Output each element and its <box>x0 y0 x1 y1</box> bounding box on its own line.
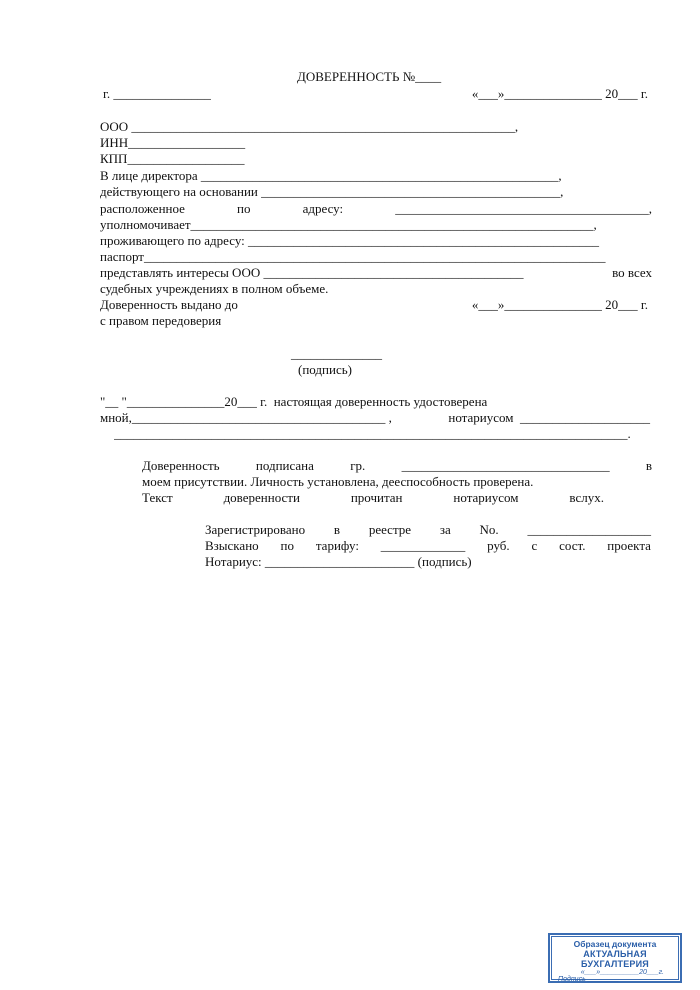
redelegation-line: с правом передоверия <box>100 313 222 328</box>
document-title: ДОВЕРЕННОСТЬ №____ <box>297 69 442 84</box>
read-word: Текст <box>142 490 173 505</box>
org-name-line: ООО ___________________________________________________________, <box>100 119 519 134</box>
tariff-word: сост. <box>559 538 586 553</box>
notary-title-line: нотариусом ____________________ <box>448 410 650 425</box>
signed-word: ________________________________ <box>401 458 610 473</box>
address-word: по <box>237 201 251 216</box>
registered-word: ___________________ <box>527 522 651 537</box>
address-word: адресу: <box>302 201 344 216</box>
basis-line: действующего на основании ______________________________________________, <box>100 184 564 199</box>
tariff-word: тарифу: <box>315 538 359 553</box>
stamp-line-2: АКТУАЛЬНАЯ БУХГАЛТЕРИЯ <box>581 949 649 969</box>
authorizes-line: уполномочивает______________________________________________________________, <box>100 217 597 232</box>
courts-line: судебных учреждениях в полном объеме. <box>100 281 329 296</box>
signature-label: (подпись) <box>298 362 352 377</box>
signature-line: ______________ <box>291 346 382 361</box>
notary-extra-line: _______________________________________________________________________________. <box>114 426 631 441</box>
address-line <box>100 201 652 217</box>
presence-line: моем присутствии. Личность установлена, дееспособность проверена. <box>142 474 534 489</box>
registered-word: реестре <box>368 522 412 537</box>
signed-by-line <box>142 458 652 474</box>
registered-word: в <box>333 522 341 537</box>
read-word: вслух. <box>569 490 604 505</box>
signed-word: в <box>645 458 652 473</box>
registered-word: за <box>439 522 451 537</box>
read-word: прочитан <box>350 490 403 505</box>
director-line: В лице директора _______________________________________________________, <box>100 168 562 183</box>
represent-text: представлять интересы ООО ________________________________________ <box>100 265 524 280</box>
read-word: доверенности <box>223 490 300 505</box>
tariff-word: _____________ <box>380 538 466 553</box>
tariff-word: проекта <box>607 538 651 553</box>
signed-word: Доверенность <box>142 458 220 473</box>
signed-word: подписана <box>255 458 314 473</box>
notary-attestation-line: "__ "_______________20___ г. настоящая доверенность удостоверена <box>100 394 488 409</box>
sample-stamp-inner <box>551 936 679 983</box>
registered-line <box>205 522 651 538</box>
sample-stamp <box>548 933 682 983</box>
tariff-word: руб. <box>487 538 510 553</box>
registered-word: Зарегистрировано <box>205 522 306 537</box>
passport-line: паспорт_______________________________________________________________________ <box>100 249 606 264</box>
read-word: нотариусом <box>453 490 519 505</box>
represent-line <box>100 265 652 281</box>
notary-signature-line: Нотариус: _______________________ (подпись) <box>205 554 472 569</box>
tariff-line <box>205 538 651 554</box>
notary-name-line: мной,_______________________________________ , <box>100 410 392 425</box>
stamp-line-1: Образец документа <box>573 939 657 949</box>
residing-line: проживающего по адресу: ______________________________________________________ <box>100 233 600 248</box>
address-word: расположенное <box>100 201 185 216</box>
tariff-word: с <box>531 538 538 553</box>
city-line: г. _______________ <box>103 86 211 101</box>
stamp-line-4: Подпись ________ <box>558 976 619 983</box>
valid-until-date: «___»_______________ 20___ г. <box>471 297 648 312</box>
inn-line: ИНН__________________ <box>100 135 246 150</box>
tariff-word: Взыскано <box>205 538 259 553</box>
stamp-line-3: «___»__________20___г. <box>580 969 664 976</box>
address-word: _______________________________________, <box>395 201 652 216</box>
kpp-line: КПП__________________ <box>100 151 245 166</box>
registered-word: No. <box>479 522 499 537</box>
signed-word: гр. <box>350 458 366 473</box>
date-line: «___»_______________ 20___ г. <box>471 86 648 101</box>
represent-text-end: во всех <box>612 265 652 280</box>
valid-until-label: Доверенность выдано до <box>100 297 238 312</box>
read-aloud-line <box>142 490 604 506</box>
tariff-word: по <box>280 538 294 553</box>
